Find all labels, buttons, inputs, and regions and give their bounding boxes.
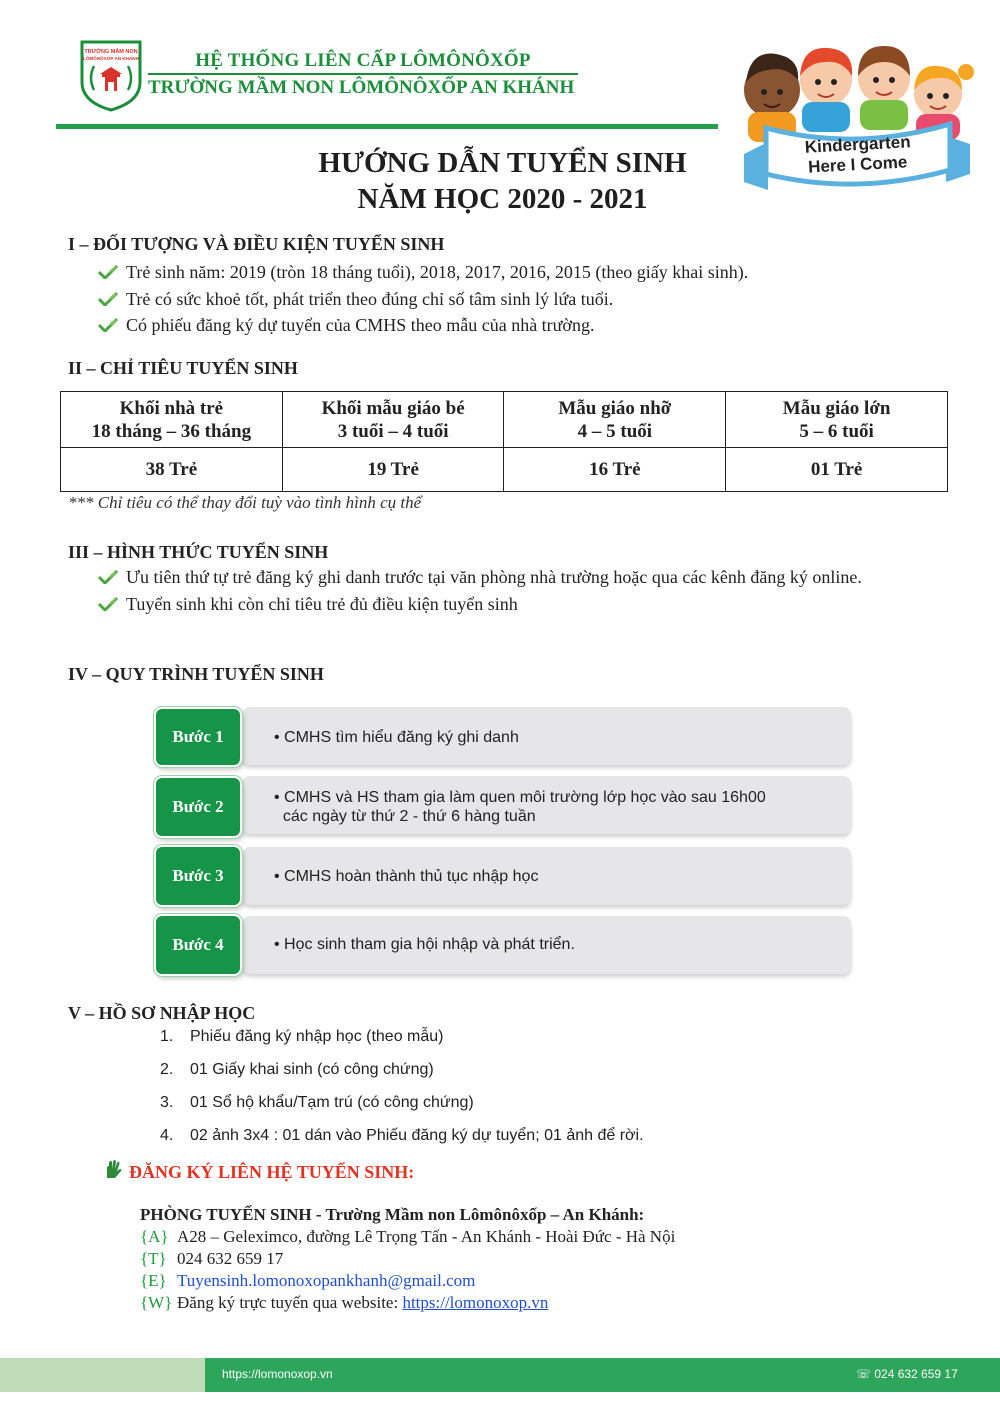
website-link[interactable]: https://lomonoxop.vn	[402, 1293, 549, 1312]
check-leaf-icon	[98, 286, 126, 312]
quota-note: *** Chỉ tiêu có thể thay đổi tuỳ vào tình hình cụ thể	[68, 493, 422, 512]
step-text: • CMHS tìm hiểu đăng ký ghi danh	[274, 729, 519, 746]
item-number: 1.	[160, 1028, 174, 1045]
section1-heading: I – ĐỐI TƯỢNG VÀ ĐIỀU KIỆN TUYỂN SINH	[68, 234, 445, 254]
step-label: Bước 3	[154, 845, 242, 907]
footer-bar	[0, 1358, 1000, 1392]
banner-line1: Kindergarten	[804, 132, 912, 157]
bullet-text: Trẻ có sức khoẻ tốt, phát triển theo đúng chỉ số tâm sinh lý lứa tuổi.	[126, 288, 614, 309]
school-system-name: HỆ THỐNG LIÊN CẤP LÔMÔNÔXỐP	[195, 50, 531, 71]
class-age: 18 tháng – 36 tháng	[91, 420, 252, 442]
bullet-text: Tuyển sinh khi còn chỉ tiêu trẻ đủ điều kiện tuyển sinh	[126, 593, 518, 614]
banner-line2: Here I Come	[807, 152, 908, 177]
item-number: 2.	[160, 1061, 174, 1078]
process-step-4	[154, 914, 851, 976]
item-text: 01 Sổ hộ khẩu/Tạm trú (có công chứng)	[190, 1094, 474, 1111]
list-item	[160, 1028, 644, 1061]
phone-line	[140, 1248, 675, 1270]
list-item	[160, 1061, 644, 1094]
quota-header-cell	[282, 392, 504, 448]
school-name-rule	[148, 73, 578, 75]
step-label: Bước 1	[154, 707, 242, 767]
email-line	[140, 1270, 675, 1292]
list-item	[98, 259, 958, 286]
process-step-1	[154, 707, 851, 767]
address-line	[140, 1226, 675, 1248]
class-name: Khối mẫu giáo bé	[321, 397, 465, 419]
bullet-text: Ưu tiên thứ tự trẻ đăng ký ghi danh trước tại văn phòng nhà trường hoặc qua các kênh đăng ký online.	[126, 567, 862, 587]
item-number: 3.	[160, 1094, 174, 1111]
class-name: Khối nhà trẻ	[119, 397, 224, 419]
bullet-text: Có phiếu đăng ký dự tuyển của CMHS theo mẫu của nhà trường.	[126, 315, 595, 335]
list-item	[98, 286, 958, 313]
footer-accent	[0, 1358, 205, 1392]
school-name-block	[148, 50, 578, 99]
quota-header-cell	[726, 392, 948, 448]
phone-tag: {T}	[140, 1249, 167, 1268]
step-text	[274, 788, 844, 826]
quota-value-cell: 01 Trẻ	[726, 448, 948, 492]
check-leaf-icon	[98, 564, 126, 590]
bullet-text: Trẻ sinh năm: 2019 (tròn 18 tháng tuổi), 2018, 2017, 2016, 2015 (theo giấy khai sinh).	[126, 262, 749, 282]
process-step-3	[154, 845, 851, 907]
item-text: 02 ảnh 3x4 : 01 dán vào Phiếu đăng ký dự tuyển; 01 ảnh để rời.	[190, 1127, 644, 1144]
item-text: Phiếu đăng ký nhập học (theo mẫu)	[190, 1028, 444, 1045]
quota-value-cell: 19 Trẻ	[282, 448, 504, 492]
admission-office: PHÒNG TUYỂN SINH - Trường Mầm non Lômônôxốp – An Khánh:	[140, 1205, 645, 1224]
class-age: 4 – 5 tuổi	[577, 420, 653, 442]
header-divider	[56, 124, 718, 129]
quota-header-row	[61, 392, 948, 448]
quota-value-cell: 38 Trẻ	[61, 448, 283, 492]
item-text: 01 Giấy khai sinh (có công chứng)	[190, 1061, 434, 1078]
list-item	[98, 564, 948, 591]
contact-details	[140, 1226, 675, 1314]
class-name: Mẫu giáo nhỡ	[558, 397, 672, 419]
web-tag: {W}	[140, 1293, 173, 1312]
check-leaf-icon	[98, 259, 126, 285]
check-leaf-icon	[98, 312, 126, 338]
address-text: A28 – Geleximco, đường Lê Trọng Tấn - An Khánh - Hoài Đức - Hà Nội	[177, 1227, 676, 1246]
quota-header-cell	[504, 392, 726, 448]
school-name: TRƯỜNG MẦM NON LÔMÔNÔXỐP AN KHÁNH	[148, 76, 575, 98]
web-line	[140, 1292, 675, 1314]
quota-value-cell: 16 Trẻ	[504, 448, 726, 492]
logo-text-mid: LÔMÔNÔXỐP AN KHÁNH	[83, 56, 139, 61]
email-link[interactable]: Tuyensinh.lomonoxopankhanh@gmail.com	[177, 1271, 476, 1290]
title-line2: NĂM HỌC 2020 - 2021	[357, 183, 648, 215]
documents-list	[160, 1028, 644, 1160]
page-title	[230, 145, 775, 217]
list-item	[98, 591, 948, 618]
section3-list	[98, 564, 948, 617]
quota-table	[60, 391, 948, 492]
hand-icon	[103, 1160, 123, 1185]
quota-value-row	[61, 448, 948, 492]
item-number: 4.	[160, 1127, 174, 1144]
phone-text: 024 632 659 17	[177, 1249, 284, 1268]
section5-heading: V – HỒ SƠ NHẬP HỌC	[68, 1003, 256, 1023]
list-item	[98, 312, 958, 339]
web-text: Đăng ký trực tuyến qua website:	[177, 1293, 403, 1312]
class-age: 3 tuổi – 4 tuổi	[337, 420, 449, 442]
footer-phone: ☏ 024 632 659 17	[856, 1367, 958, 1381]
list-item	[160, 1127, 644, 1160]
step-text-line: các ngày từ thứ 2 - thứ 6 hàng tuần	[274, 808, 536, 825]
contact-heading-row	[103, 1160, 414, 1185]
step-text: • Học sinh tham gia hội nhập và phát triển.	[274, 936, 575, 953]
step-label: Bước 2	[154, 776, 242, 838]
footer-url[interactable]: https://lomonoxop.vn	[222, 1367, 333, 1381]
contact-heading: ĐĂNG KÝ LIÊN HỆ TUYỂN SINH:	[129, 1162, 415, 1182]
step-text: • CMHS hoàn thành thủ tục nhập học	[274, 868, 539, 885]
section4-heading: IV – QUY TRÌNH TUYỂN SINH	[68, 664, 324, 684]
title-line1: HƯỚNG DẪN TUYỂN SINH	[318, 147, 687, 179]
class-name: Mẫu giáo lớn	[782, 397, 891, 419]
school-logo	[78, 38, 144, 112]
process-step-2	[154, 776, 851, 838]
step-label: Bước 4	[154, 914, 242, 976]
check-leaf-icon	[98, 591, 126, 617]
section1-list	[98, 259, 958, 339]
class-age: 5 – 6 tuổi	[799, 420, 874, 442]
step-text-line: • CMHS và HS tham gia làm quen môi trường lớp học vào sau 16h00	[274, 789, 766, 806]
quota-header-cell	[61, 392, 283, 448]
section2-heading: II – CHỈ TIÊU TUYỂN SINH	[68, 358, 298, 378]
address-tag: {A}	[140, 1227, 169, 1246]
list-item	[160, 1094, 644, 1127]
logo-text-top: TRƯỜNG MẦM NON	[84, 49, 138, 55]
email-tag: {E}	[140, 1271, 167, 1290]
section3-heading: III – HÌNH THỨC TUYỂN SINH	[68, 542, 329, 562]
